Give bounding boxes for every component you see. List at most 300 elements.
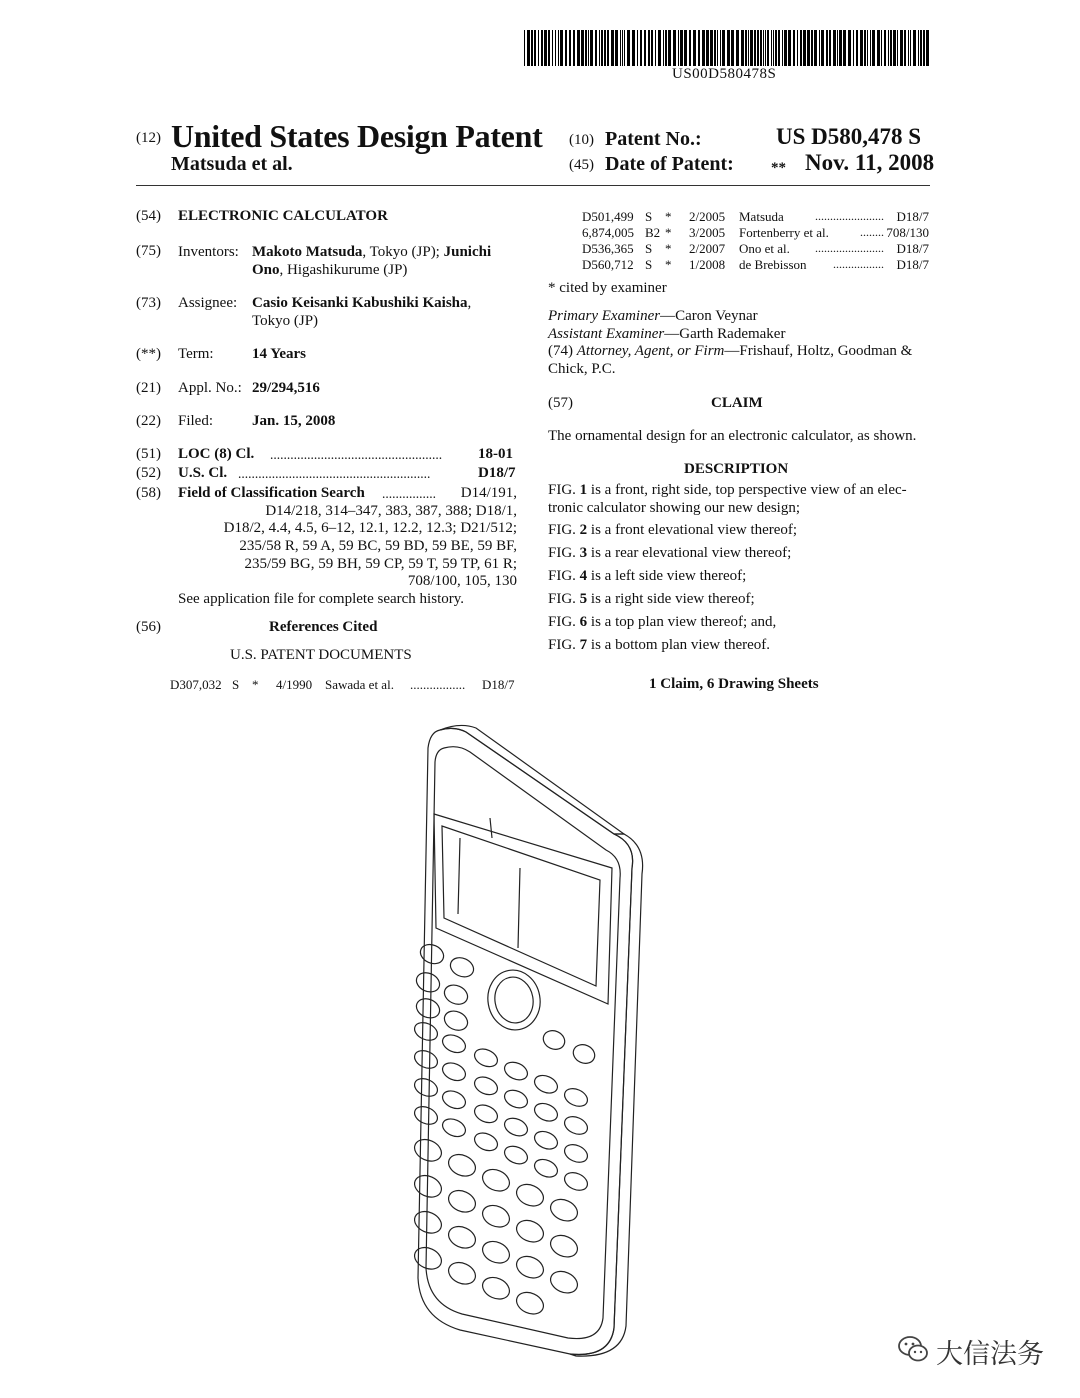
barcode-bar [680,30,683,66]
loc-label: LOC (8) Cl. [178,446,255,462]
calculator-key [502,1087,530,1111]
barcode-bar [923,30,925,66]
barcode-bar [585,30,587,66]
navigation-dial-center [491,974,536,1026]
calculator-key [412,1075,440,1099]
field-line: 235/59 BG, 59 BH, 59 CP, 59 T, 59 TP, 61 R; [244,556,517,572]
us-cl-label: U.S. Cl. [178,465,228,481]
barcode-bar [877,30,880,66]
barcode-bar [607,30,609,66]
barcode-bar [569,30,571,66]
patent-no: US D580,478 S [776,124,922,149]
navigation-dial [483,966,545,1034]
barcode-bar [689,30,691,66]
code-22: (22) [136,413,161,429]
field-line: 708/100, 105, 130 [407,573,517,589]
code-75: (75) [136,243,161,259]
calculator-side [570,834,643,1356]
barcode-bar [821,30,824,66]
barcode-bar [658,30,661,66]
fig-number: 7 [579,637,588,653]
display-frame [434,814,612,1004]
term-value: 14 Years [252,346,307,362]
code-52: (52) [136,465,161,481]
barcode-bar [765,30,766,66]
assignee-name: Casio Keisanki Kabushiki Kaisha [252,295,468,311]
description-line [548,591,755,608]
calculator-key [447,954,476,980]
primary-examiner-name: —Caron Veynar [660,308,758,324]
code-term: (**) [136,346,161,362]
code-51: (51) [136,446,161,462]
attorney-label: Attorney, Agent, or Firm [576,343,725,359]
barcode-bar [644,30,646,66]
barcode-bar [684,30,687,66]
barcode-bar [926,30,929,66]
calculator-key [412,1103,440,1127]
barcode-bar [720,30,721,66]
calculator-key [532,1072,560,1096]
assistant-examiner [548,326,785,343]
cited-by-examiner-note: * cited by examiner [548,280,667,296]
barcode-bar [558,30,559,66]
barcode-bar [632,30,635,66]
barcode-bar [548,30,550,66]
barcode-bar [920,30,922,66]
ref-name: Fortenberry et al. [739,225,829,240]
field-line: 235/58 R, 59 A, 59 BC, 59 BD, 59 BE, 59 BF, [239,538,517,554]
barcode-bar [843,30,846,66]
barcode-bar [788,30,791,66]
calculator-key [479,1237,513,1267]
fig-description: is a left side view thereof; [587,568,747,584]
barcode-bar [541,30,543,66]
references-cited-heading: References Cited [269,619,378,635]
loc-value: 18-01 [478,446,513,462]
code-12: (12) [136,130,161,146]
calculator-key [562,1141,590,1165]
calculator-key [440,1116,468,1140]
patent-type-title: United States Design Patent [171,118,543,154]
fig-description: is a top plan view thereof; and, [587,614,777,630]
barcode-bar [590,30,593,66]
barcode-bar [773,30,774,66]
ref-number: D536,365 [582,241,634,256]
barcode-bar [890,30,892,66]
ref-star: * [665,241,672,256]
calculator-key [440,1032,468,1056]
inventor2-location: , Higashikurume (JP) [279,262,408,278]
calculator-key [440,1060,468,1084]
barcode-bar [767,30,769,66]
description-line [548,637,770,654]
ref-dots: ................. [410,677,466,692]
barcode-bar [807,30,810,66]
fig-description: is a rear elevational view thereof; [587,545,792,561]
calculator-key [472,1046,500,1070]
barcode-bar [884,30,886,66]
calculator-key [502,1059,530,1083]
ref-class: D18/7 [896,209,929,224]
calculator-key [570,1041,597,1066]
calculator-key [562,1113,590,1137]
code-45: (45) [569,157,594,173]
ref-number: D501,499 [582,209,634,224]
attorney-name: —Frishauf, Holtz, Goodman & [724,343,913,359]
code-57: (57) [548,395,573,411]
fig-description: tronic calculator showing our new design; [548,500,801,516]
barcode-bar [784,30,787,66]
calculator-key [412,1019,440,1043]
attorney-code: (74) [548,343,573,359]
barcode-bar [727,30,730,66]
invention-title: ELECTRONIC CALCULATOR [178,208,388,224]
calculator-key [411,1243,445,1273]
description-line [548,500,800,517]
authors: Matsuda et al. [171,153,293,175]
calculator-key [440,1088,468,1112]
barcode-bar [722,30,725,66]
ref-kind: S [645,241,653,256]
ref-star: * [665,209,672,224]
calculator-key [441,982,470,1008]
fig-prefix: FIG. [548,614,580,630]
barcode-bar [793,30,795,66]
barcode-bar [555,30,556,66]
ref-kind: S [645,257,653,272]
barcode-bar [615,30,618,66]
barcode-bar [595,30,597,66]
barcode-bar [748,30,749,66]
description-line [548,568,746,585]
calculator-key [532,1128,560,1152]
barcode-bar [741,30,744,66]
ref-class: D18/7 [896,241,929,256]
barcode-bar [627,30,630,66]
calculator-key [479,1273,513,1303]
fig-description: is a front, right side, top perspective view of an elec- [587,482,907,498]
calculator-key [513,1252,547,1282]
ref-date: 2/2007 [689,241,726,256]
code-56: (56) [136,619,161,635]
calculator-key [441,1008,470,1034]
barcode-bar [620,30,621,66]
barcode-bar [782,30,783,66]
barcode-bar [648,30,650,66]
assignee-label: Assignee: [178,295,238,311]
ref-date: 4/1990 [276,677,313,692]
fig-prefix: FIG. [548,591,580,607]
calculator-key [479,1201,513,1231]
barcode-bar [577,30,580,66]
date-marker: ** [771,160,786,176]
calculator-body [418,728,633,1354]
barcode-bar [544,30,547,66]
barcode-bar [864,30,866,66]
barcode-bar [581,30,584,66]
barcode-bar [731,30,734,66]
filed-value: Jan. 15, 2008 [252,413,336,429]
field-search-dots: ................ [382,486,436,501]
calculator-key [540,1027,567,1052]
calculator-key [413,995,442,1021]
primary-examiner [548,308,758,325]
calculator-key [502,1115,530,1139]
barcode-bar [837,30,838,66]
claim-heading: CLAIM [711,395,763,411]
fig-number: 4 [579,568,588,584]
calculator-key [413,969,442,995]
barcode-bar [702,30,705,66]
barcode-bar [745,30,747,66]
ref-dots: ................. [833,257,884,271]
us-cl-value: D18/7 [478,465,516,481]
fig-number: 2 [579,522,588,538]
barcode-bar [651,30,653,66]
calculator-key [412,1047,440,1071]
ref-star: * [665,225,672,240]
barcode-bar [622,30,623,66]
fig-number: 5 [579,591,588,607]
barcode-bar [611,30,614,66]
calculator-drawing [400,718,660,1358]
barcode-bar [527,30,530,66]
assignee-location: Tokyo (JP) [252,313,319,329]
barcode-bar [750,30,753,66]
ref-class: D18/7 [896,257,929,272]
watermark-text: 大信法务 [936,1339,1044,1370]
barcode-bar [833,30,836,66]
field-search-label: Field of Classification Search [178,485,365,501]
barcode-bar [870,30,871,66]
ref-number: D560,712 [582,257,634,272]
barcode-bar [797,30,798,66]
calculator-key [472,1074,500,1098]
inventors-line1 [252,244,491,261]
fig-description: is a front elevational view thereof; [587,522,798,538]
fig-prefix: FIG. [548,568,580,584]
ref-kind: S [645,209,653,224]
barcode-bar [588,30,589,66]
ref-date: 1/2008 [689,257,726,272]
barcode-bar [624,30,625,66]
ref-kind: B2 [645,225,661,240]
barcode-bar [573,30,575,66]
barcode-bar [673,30,676,66]
assistant-examiner-label: Assistant Examiner [548,326,665,342]
calculator-key [472,1130,500,1154]
barcode-bar [534,30,536,66]
barcode-bar [637,30,638,66]
barcode-bar [897,30,898,66]
barcode [524,30,932,66]
barcode-bar [893,30,896,66]
ref-star: * [665,257,672,272]
barcode-bar [678,30,679,66]
barcode-bar [800,30,802,66]
display-screen [442,826,600,986]
barcode-bar [867,30,868,66]
barcode-bar [826,30,828,66]
inventor2-last: Ono [252,262,280,278]
barcode-bar [918,30,919,66]
ref-dots: ....................... [815,241,884,255]
barcode-bar [771,30,772,66]
calculator-key [445,1222,479,1252]
code-54: (54) [136,208,161,224]
attorney-name-continued: Chick, P.C. [548,361,616,377]
fig-prefix: FIG. [548,637,580,653]
description-line [548,522,797,539]
assistant-examiner-name: —Garth Rademaker [664,326,786,342]
ref-name: Sawada et al. [325,677,394,692]
barcode-bar [803,30,806,66]
code-21: (21) [136,380,161,396]
calculator-key [547,1195,581,1225]
calculator-top-edge [440,725,624,834]
barcode-bar [655,30,656,66]
appl-value: 29/294,516 [252,380,320,396]
field-search-note: See application file for complete search history. [178,591,465,607]
ref-number: 6,874,005 [582,225,634,240]
barcode-bar [778,30,780,66]
ref-class: D18/7 [482,677,515,692]
ref-name: de Brebisson [739,257,807,272]
barcode-bar [698,30,700,66]
code-10: (10) [569,132,594,148]
ref-kind: S [232,677,240,692]
appl-label: Appl. No.: [178,380,242,396]
header-rule [136,185,930,186]
fig-prefix: FIG. [548,482,580,498]
barcode-bar [848,30,851,66]
calculator-key [513,1180,547,1210]
calculator-key [445,1258,479,1288]
inventors-line2 [252,262,407,279]
description-line [548,482,907,499]
barcode-bar [604,30,606,66]
barcode-bar [663,30,664,66]
barcode-bar [910,30,911,66]
barcode-bar [693,30,696,66]
calculator-key [532,1156,560,1180]
barcode-bar [560,30,563,66]
fig-prefix: FIG. [548,545,580,561]
calculator-key [562,1169,590,1193]
calculator-key [513,1216,547,1246]
calculator-key [532,1100,560,1124]
barcode-bar [819,30,820,66]
inventor2-first: Junichi [443,244,492,260]
ref-date: 2/2005 [689,209,726,224]
barcode-bar [565,30,567,66]
barcode-bar [839,30,842,66]
claim-text: The ornamental design for an electronic calculator, as shown. [548,428,917,444]
fig-number: 6 [579,614,588,630]
barcode-bar [904,30,906,66]
barcode-bar [668,30,671,66]
barcode-bar [763,30,764,66]
description-line [548,614,776,631]
primary-examiner-label: Primary Examiner [548,308,661,324]
calculator-key [562,1085,590,1109]
barcode-bar [601,30,603,66]
date-label: Date of Patent: [605,153,734,175]
field-line: D14/191, [460,485,517,501]
wechat-icon [896,1332,930,1366]
barcode-bar [860,30,863,66]
barcode-bar [908,30,909,66]
ref-dots: ........ [860,225,884,239]
patent-no-label: Patent No.: [605,128,702,150]
barcode-number: US00D580478S [672,66,777,82]
ref-name: Ono et al. [739,241,790,256]
description-line [548,545,791,562]
calculator-key [445,1186,479,1216]
fig-number: 3 [579,545,588,561]
barcode-bar [757,30,759,66]
inventor1-location: , Tokyo (JP); [362,244,440,260]
barcode-bar [872,30,875,66]
barcode-bar [881,30,882,66]
calculator-key [445,1150,479,1180]
calculator-key [472,1102,500,1126]
assignee-comma: , [467,295,472,311]
calculator-key [547,1231,581,1261]
barcode-bar [900,30,903,66]
field-line: D14/218, 314–347, 383, 387, 388; D18/1, [265,503,517,519]
barcode-bar [888,30,889,66]
barcode-bar [754,30,756,66]
us-patent-documents-heading: U.S. PATENT DOCUMENTS [230,647,412,663]
attorney [548,343,912,360]
assignee-line1 [252,295,471,312]
calculator-key [547,1267,581,1297]
fig-description: is a right side view thereof; [587,591,755,607]
calculator-key [513,1288,547,1318]
barcode-bar [856,30,858,66]
barcode-bar [814,30,817,66]
ref-number: D307,032 [170,677,222,692]
loc-dots: ................................................... [270,447,443,462]
barcode-bar [714,30,716,66]
barcode-bar [538,30,539,66]
barcode-bar [665,30,667,66]
term-label: Term: [178,346,214,362]
barcode-bar [717,30,718,66]
barcode-bar [552,30,553,66]
calculator-bezel [426,747,620,1339]
ref-star: * [252,677,259,692]
ref-date: 3/2005 [689,225,726,240]
barcode-bar [531,30,533,66]
calculator-key [502,1143,530,1167]
description-heading: DESCRIPTION [684,461,789,477]
barcode-bar [710,30,713,66]
fig-prefix: FIG. [548,522,580,538]
inventor1-name: Makoto Matsuda [252,244,363,260]
barcode-bar [775,30,777,66]
us-cl-dots: ......................................................... [238,466,431,481]
barcode-bar [913,30,916,66]
barcode-bar [736,30,739,66]
ref-name: Matsuda [739,209,784,224]
barcode-bar [853,30,854,66]
barcode-bar [706,30,709,66]
fig-number: 1 [579,482,588,498]
barcode-bar [599,30,600,66]
inventors-label: Inventors: [178,244,239,260]
